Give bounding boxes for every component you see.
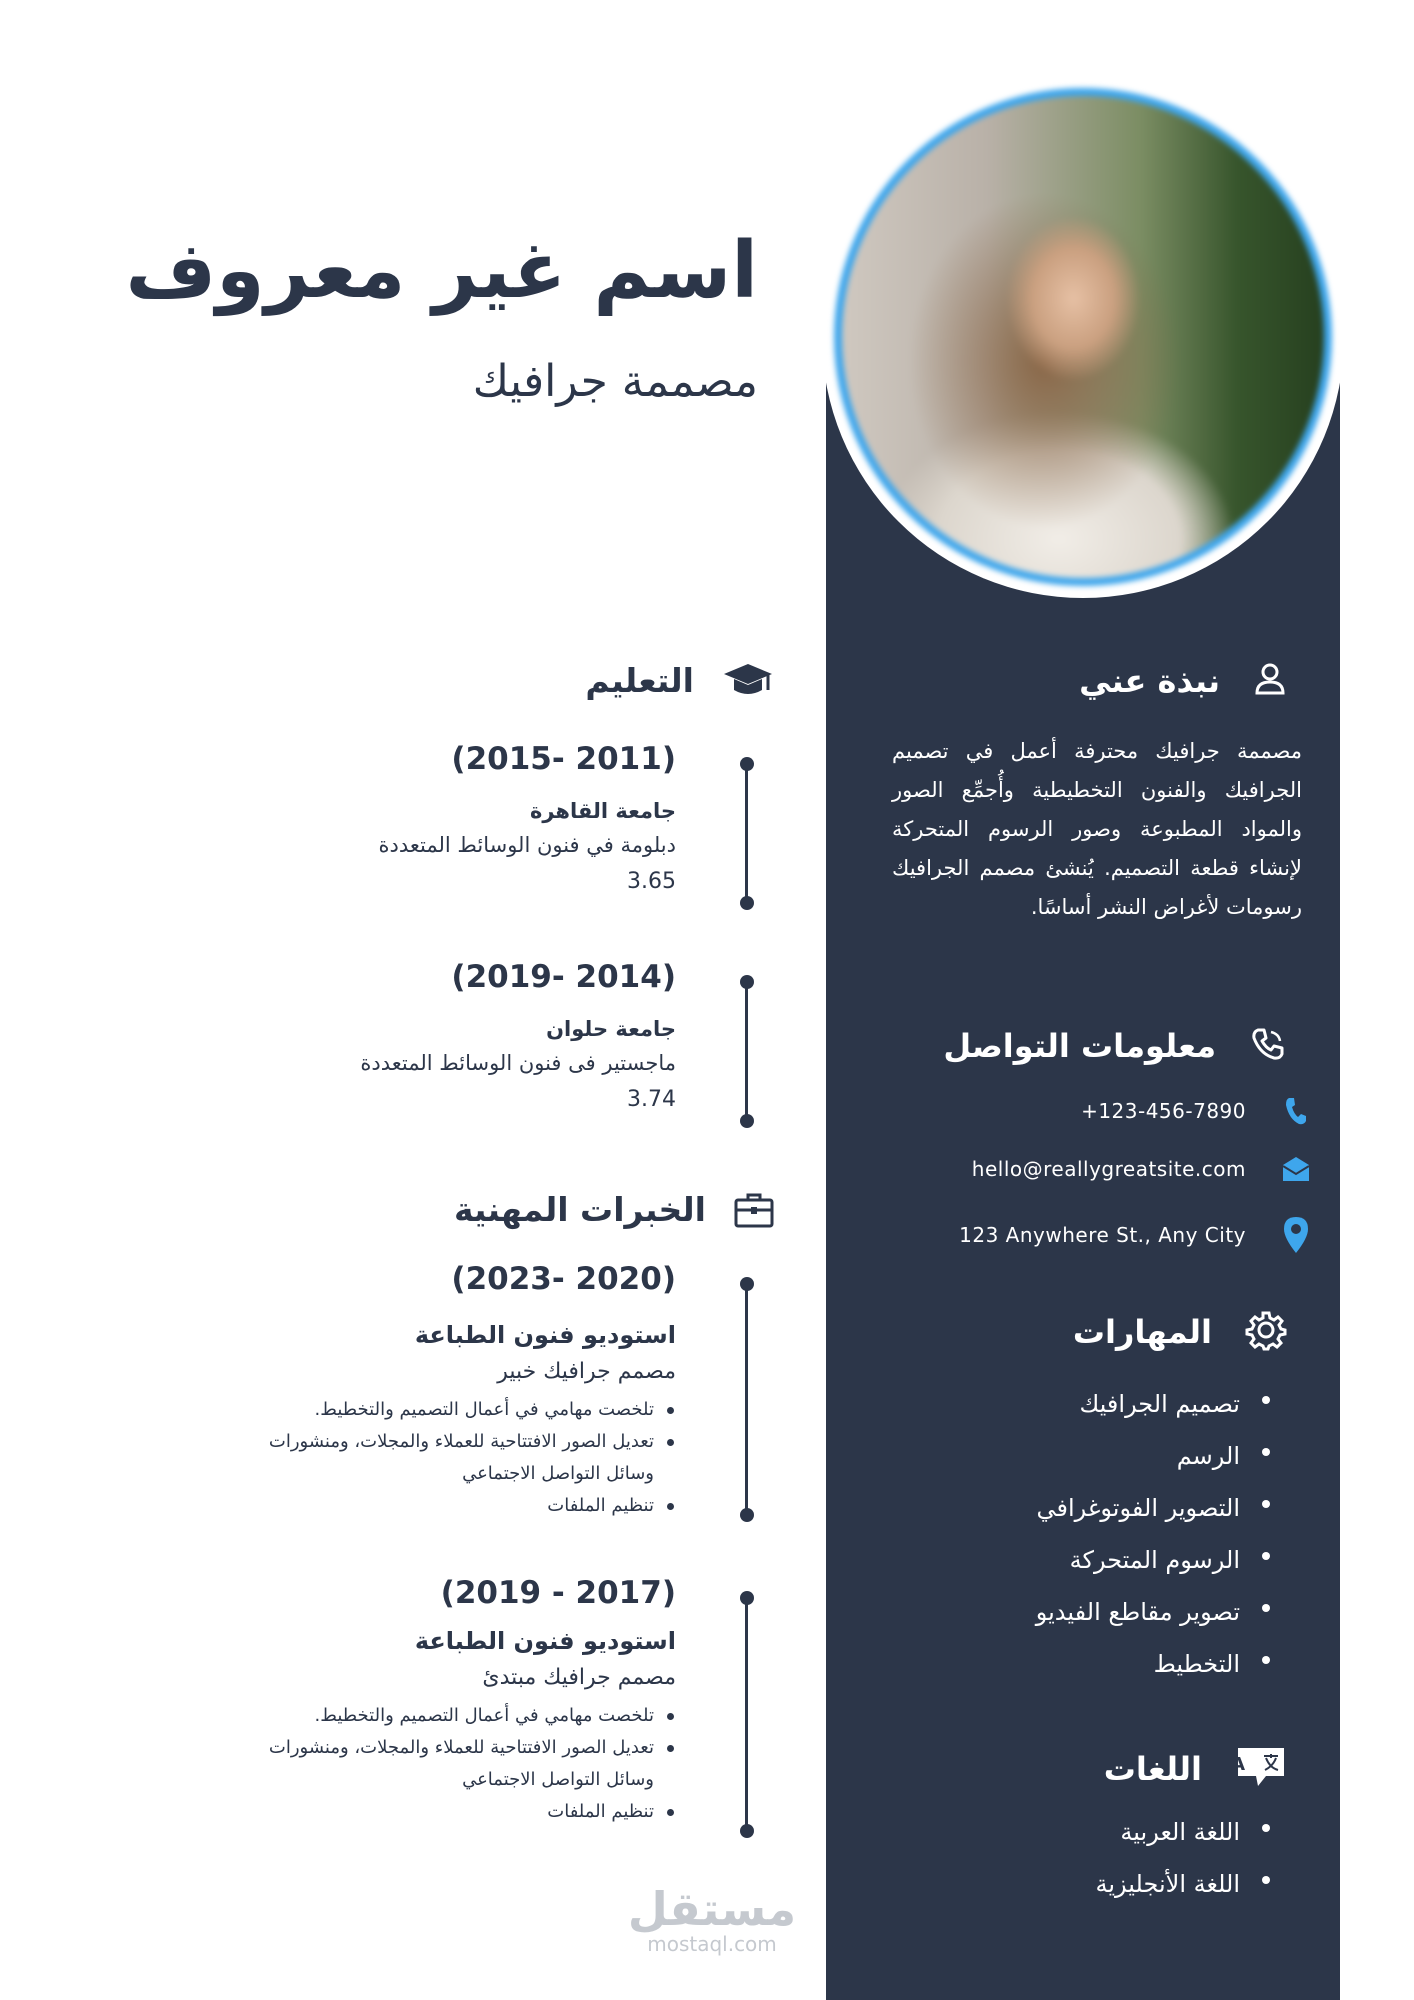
language-item: اللغة العربية <box>1095 1806 1274 1858</box>
about-heading <box>1079 662 1286 700</box>
education-university: جامعة حلوان <box>546 1017 676 1041</box>
task-item: تعديل الصور الافتتاحية للعملاء والمجلات، ومنشورات وسائل التواصل الاجتماعي <box>216 1732 676 1796</box>
languages-heading <box>1104 1746 1286 1792</box>
contact-phone: +123-456-7890 <box>1081 1099 1246 1123</box>
education-date: (2011 -2015) <box>451 741 676 777</box>
gear-icon <box>1246 1310 1286 1354</box>
contact-heading <box>943 1026 1286 1066</box>
task-item: تنظيم الملفات <box>216 1796 676 1828</box>
timeline-dot <box>740 1591 754 1605</box>
education-degree: دبلومة في فنون الوسائط المتعددة <box>378 833 676 857</box>
experience-date: (2020 -2023) <box>451 1261 676 1297</box>
education-title: التعليم <box>585 660 694 700</box>
experience-date: (2017 - 2019) <box>440 1575 676 1611</box>
skill-item: التصوير الفوتوغرافي <box>1036 1482 1274 1534</box>
education-entry <box>360 959 676 1112</box>
language-item: اللغة الأنجليزية <box>1095 1858 1274 1910</box>
timeline-dot <box>740 1277 754 1291</box>
skill-item: الرسوم المتحركة <box>1036 1534 1274 1586</box>
timeline-dot <box>740 1824 754 1838</box>
skill-item: تصميم الجرافيك <box>1036 1378 1274 1430</box>
watermark-logo-text: مستقل <box>627 1882 797 1936</box>
education-heading <box>585 660 774 700</box>
timeline-dot <box>740 975 754 989</box>
task-item: تلخصت مهامي في أعمال التصميم والتخطيط. <box>216 1700 676 1732</box>
skills-title: المهارات <box>1072 1313 1212 1351</box>
experience-tasks <box>216 1394 676 1522</box>
experience-role: مصمم جرافيك مبتدئ <box>482 1665 676 1690</box>
education-university: جامعة القاهرة <box>529 799 676 823</box>
briefcase-icon <box>734 1192 774 1228</box>
timeline-line <box>745 764 748 904</box>
experience-company: استوديو فنون الطباعة <box>414 1627 676 1655</box>
task-item: تلخصت مهامي في أعمال التصميم والتخطيط. <box>216 1394 676 1426</box>
contact-phone-row <box>1081 1096 1316 1126</box>
timeline-dot <box>740 1508 754 1522</box>
contact-email-row <box>972 1156 1316 1182</box>
timeline-line <box>745 1284 748 1516</box>
languages-list <box>1095 1806 1274 1910</box>
contact-email: hello@reallygreatsite.com <box>971 1157 1246 1181</box>
profile-photo <box>834 88 1332 586</box>
timeline-line <box>745 1598 748 1832</box>
task-item: تعديل الصور الافتتاحية للعملاء والمجلات، ومنشورات وسائل التواصل الاجتماعي <box>216 1426 676 1490</box>
watermark-url: mostaql.com <box>647 1932 777 1956</box>
education-gpa: 3.74 <box>627 1087 676 1112</box>
graduation-cap-icon <box>722 660 774 700</box>
email-icon <box>1276 1156 1316 1182</box>
skills-heading <box>1073 1310 1286 1354</box>
experience-role: مصمم جرافيك خبير <box>497 1359 676 1384</box>
experience-heading <box>454 1190 774 1229</box>
task-item: تنظيم الملفات <box>216 1490 676 1522</box>
location-pin-icon <box>1276 1216 1316 1254</box>
phone-icon <box>1250 1026 1286 1066</box>
about-title: نبذة عني <box>1079 662 1220 700</box>
timeline-line <box>745 982 748 1122</box>
translate-icon <box>1231 1746 1286 1792</box>
phone-small-icon <box>1276 1096 1316 1126</box>
timeline-dot <box>740 896 754 910</box>
experience-title: الخبرات المهنية <box>453 1190 706 1229</box>
education-date: (2014 -2019) <box>451 959 676 995</box>
about-text: مصممة جرافيك محترفة أعمل في تصميم الجرافيك والفنون التخطيطية وأُجمِّع الصور والمواد المطبوعة وصور الرسوم المتحركة لإنشاء قطعة التصميم. يُنشئ مصمم الجرافيك رسومات لأغراض النشر أساسًا. <box>892 739 1302 919</box>
experience-tasks <box>216 1700 676 1828</box>
timeline-dot <box>740 1114 754 1128</box>
education-gpa: 3.65 <box>627 869 676 894</box>
contact-address-row <box>959 1216 1316 1254</box>
skill-item: التخطيط <box>1036 1638 1274 1690</box>
svg-text:A: A <box>1231 1754 1245 1775</box>
watermark <box>622 1882 802 1956</box>
education-degree: ماجستير فى فنون الوسائط المتعددة <box>360 1051 676 1075</box>
languages-title: اللغات <box>1103 1750 1202 1788</box>
user-icon <box>1254 662 1286 700</box>
job-title: مصممة جرافيك <box>472 356 758 407</box>
experience-entry <box>216 1261 676 1522</box>
experience-entry <box>216 1575 676 1828</box>
skill-item: تصوير مقاطع الفيديو <box>1036 1586 1274 1638</box>
education-entry <box>378 741 676 894</box>
skills-list <box>1036 1378 1274 1690</box>
contact-title: معلومات التواصل <box>943 1027 1216 1065</box>
contact-address: 123 Anywhere St., Any City <box>959 1223 1246 1247</box>
skill-item: الرسم <box>1036 1430 1274 1482</box>
timeline-dot <box>740 757 754 771</box>
person-name: اسم غير معروف <box>125 226 758 316</box>
experience-company: استوديو فنون الطباعة <box>414 1321 676 1349</box>
